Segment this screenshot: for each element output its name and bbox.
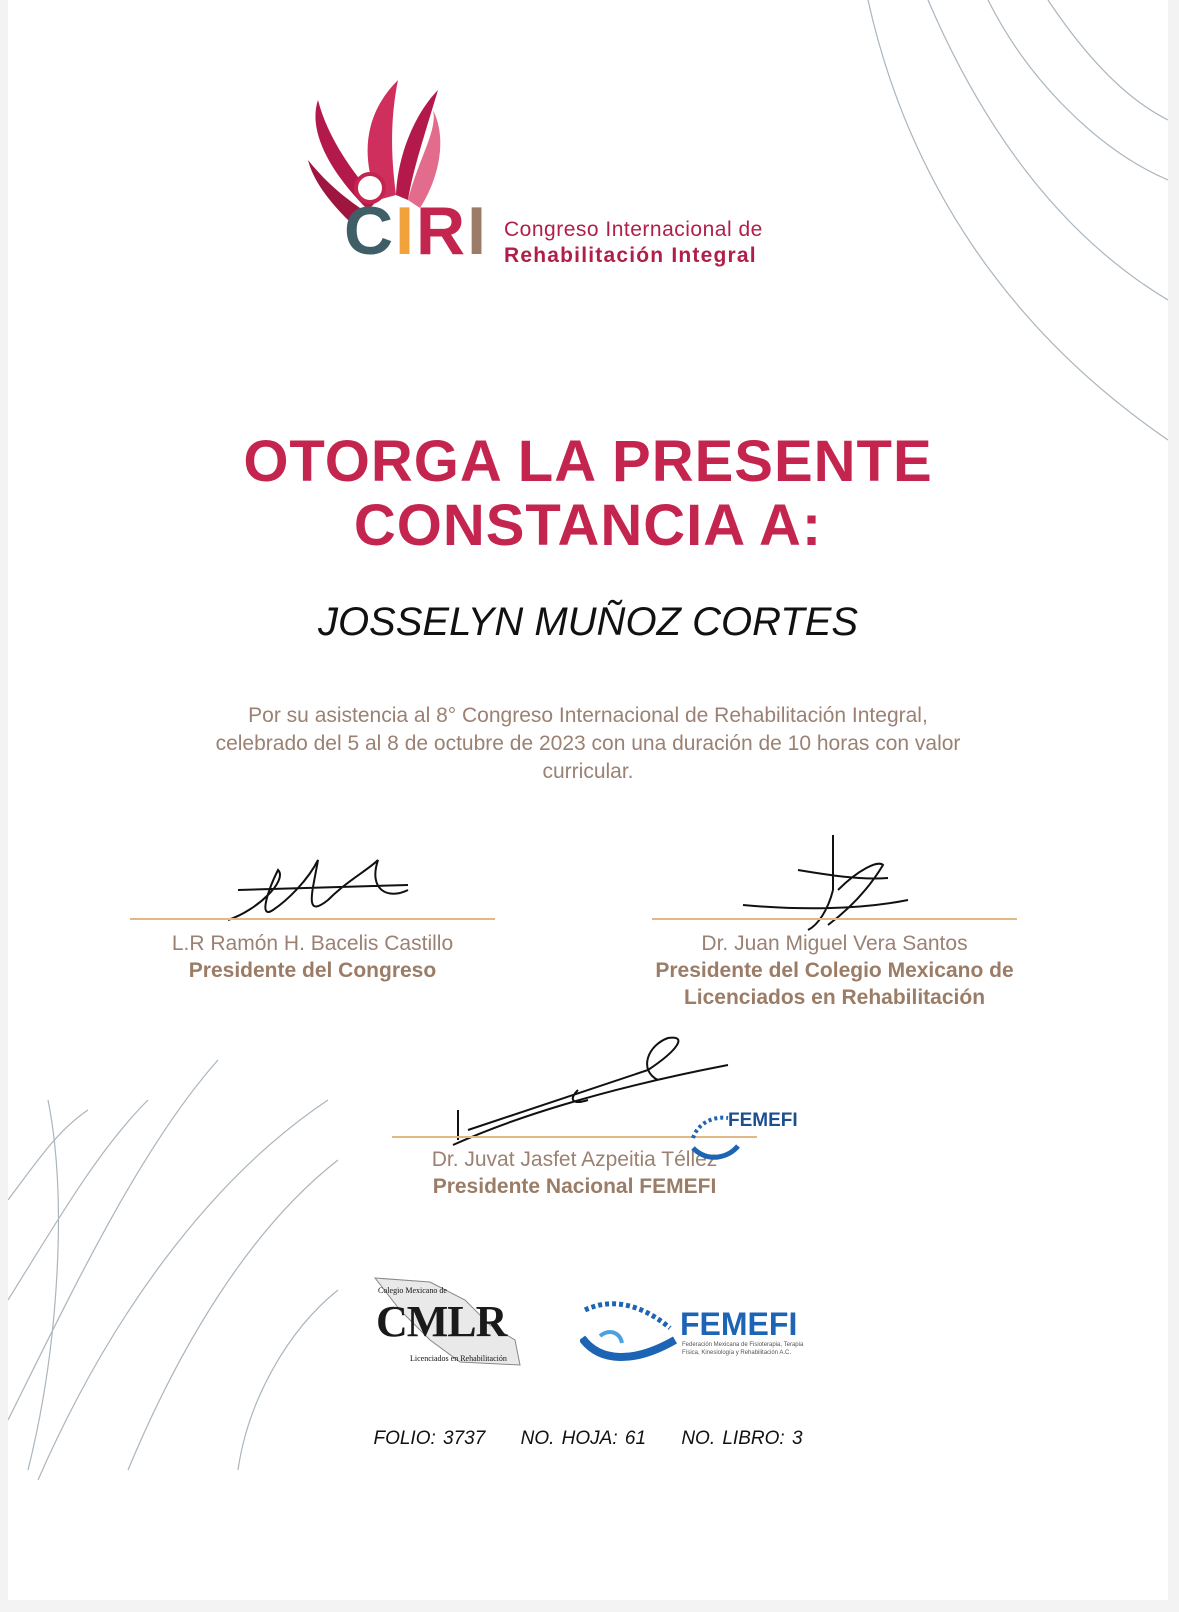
signatory-2 bbox=[652, 930, 1017, 1011]
no-libro: NO. LIBRO: 3 bbox=[681, 1428, 803, 1449]
folio: FOLIO: 3737 bbox=[373, 1428, 486, 1449]
femefi-sub2: Física, Kinesiología y Rehabilitación A.C. bbox=[682, 1350, 792, 1356]
femefi-logo bbox=[580, 1298, 830, 1370]
certificate-description: Por su asistencia al 8° Congreso Internacional de Rehabilitación Integral, celebrado del 5 al 8 de octubre de 2023 con una duración de 10 horas con valor curricular. bbox=[215, 704, 961, 783]
femefi-stamp-text: FEMEFI bbox=[728, 1110, 798, 1131]
signatory-1-name: L.R Ramón H. Bacelis Castillo bbox=[171, 932, 454, 955]
signature-1-icon bbox=[218, 850, 418, 940]
org-line1: Congreso Internacional de bbox=[504, 218, 763, 241]
ciri-org-name bbox=[504, 218, 763, 268]
cmlr-text: CMLR bbox=[376, 1297, 507, 1346]
femefi-text: FEMEFI bbox=[680, 1306, 798, 1342]
signatory-1-role: Presidente del Congreso bbox=[188, 959, 437, 982]
cmlr-logo bbox=[370, 1270, 530, 1370]
signature-line-1 bbox=[130, 918, 495, 920]
cmlr-top-text: Colegio Mexicano de bbox=[378, 1286, 447, 1295]
ciri-wordmark: CIRI bbox=[344, 193, 489, 269]
cmlr-bottom-text: Licenciados en Rehabilitación bbox=[410, 1354, 507, 1363]
title-line2: CONSTANCIA A: bbox=[353, 493, 823, 558]
certificate-title bbox=[8, 430, 1168, 558]
signatory-3-name: Dr. Juvat Jasfet Azpeitia Téllez bbox=[431, 1148, 718, 1171]
femefi-stamp-icon bbox=[688, 1108, 818, 1168]
signatory-3-role: Presidente Nacional FEMEFI bbox=[432, 1175, 717, 1198]
femefi-sub1: Federación Mexicana de Fisioterapia, Terapia bbox=[682, 1342, 804, 1348]
registry-footer bbox=[8, 1428, 1168, 1450]
signatory-2-role: Presidente del Colegio Mexicano de Licenciados en Rehabilitación bbox=[655, 959, 1014, 1009]
certificate-page bbox=[8, 0, 1168, 1600]
signatory-1 bbox=[130, 930, 495, 984]
no-hoja: NO. HOJA: 61 bbox=[520, 1428, 647, 1449]
signature-line-2 bbox=[652, 918, 1017, 920]
signature-2-icon bbox=[738, 830, 918, 940]
org-line2: Rehabilitación Integral bbox=[504, 244, 757, 267]
title-line1: OTORGA LA PRESENTE bbox=[243, 429, 933, 494]
signatory-2-name: Dr. Juan Miguel Vera Santos bbox=[701, 932, 968, 955]
recipient-name: JOSSELYN MUÑOZ CORTES bbox=[317, 600, 859, 644]
